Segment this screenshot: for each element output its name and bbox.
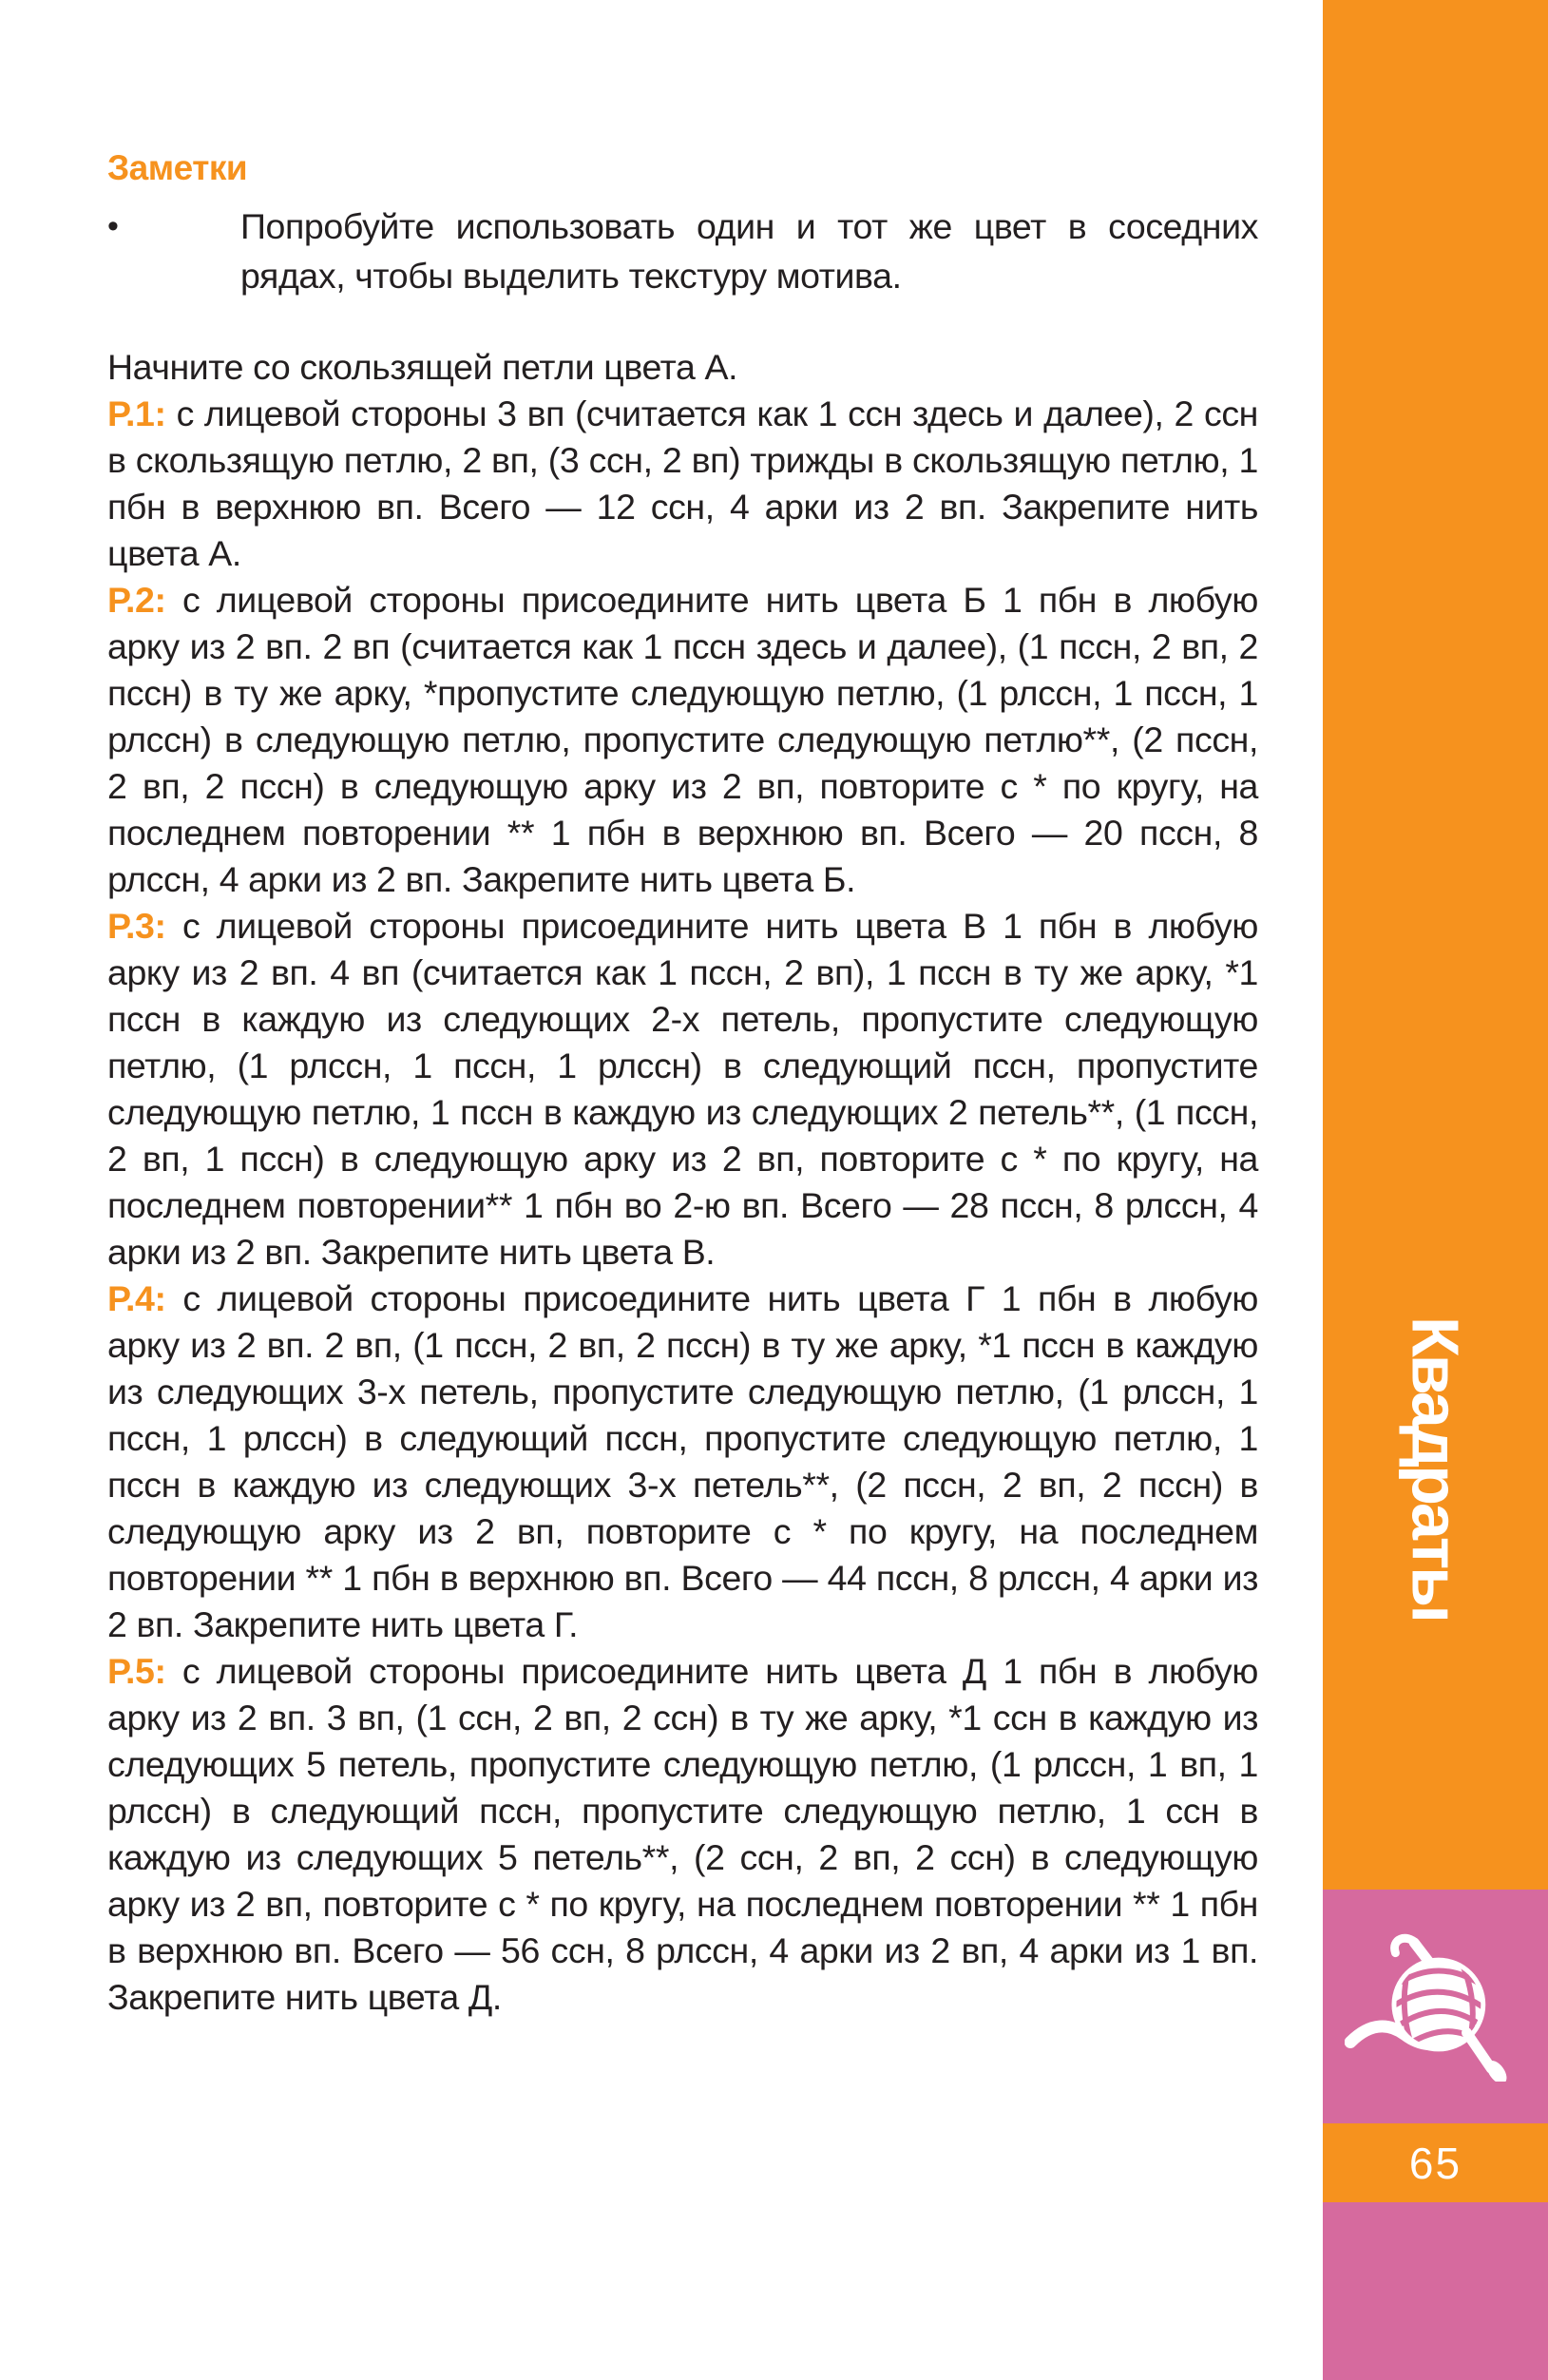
pattern-row-4 [107,1276,1258,1648]
row-text: с лицевой стороны присоедините нить цвета В 1 пбн в любую арку из 2 вп. 4 вп (считается как 1 пссн, 2 вп), 1 пссн в ту же арку, *1 пссн в каждую из следующих 2-х петель, пропустите следующую петлю, (1 рлссн, 1 пссн, 1 рлссн) в следующий пссн, пропустите следующую петлю, 1 пссн в каждую из следующих 2 петель**, (1 пссн, 2 вп, 1 пссн) в следующую арку из 2 вп, повторите с * по кругу, на последнем повторении** 1 пбн во 2-ю вп. Всего — 28 пссн, 8 рлссн, 4 арки из 2 вп. Закрепите нить цвета В. [107,906,1258,1272]
chapter-title-vertical: Квадраты [1398,1316,1473,1621]
row-text: с лицевой стороны присоедините нить цвета Б 1 пбн в любую арку из 2 вп. 2 вп (считается как 1 пссн здесь и далее), (1 пссн, 2 вп, 2 пссн) в ту же арку, *пропустите следующую петлю, (1 рлссн, 1 пссн, 1 рлссн) в следующую петлю, пропустите следующую петлю**, (2 пссн, 2 вп, 2 пссн) в следующую арку из 2 вп, повторите с * по кругу, на последнем повторении ** 1 пбн в верхнюю вп. Всего — 20 пссн, 8 рлссн, 4 арки из 2 вп. Закрепите нить цвета Б. [107,580,1258,899]
pattern-row-5 [107,1648,1258,2021]
row-text: с лицевой стороны 3 вп (считается как 1 ссн здесь и далее), 2 ссн в скользящую петлю, 2 вп, (3 ссн, 2 вп) трижды в скользящую петлю, 1 пбн в верхнюю вп. Всего — 12 ссн, 4 арки из 2 вп. Закрепите нить цвета А. [107,393,1258,573]
main-text-column [107,148,1258,2021]
sidebar-pink-bottom-band [1323,2202,1548,2380]
chapter-sidebar [1323,0,1548,2380]
pattern-row-1 [107,391,1258,577]
yarn-ball-icon [1345,1931,1514,2082]
row-text: с лицевой стороны присоедините нить цвета Д 1 пбн в любую арку из 2 вп. 3 вп, (1 ссн, 2 вп, 2 ссн) в ту же арку, *1 ссн в каждую из следующих 5 петель, пропустите следующую петлю, (1 рлссн, 1 вп, 1 рлссн) в следующий пссн, пропустите следующую петлю, 1 ссн в каждую из следующих 5 петель**, (2 ссн, 2 вп, 2 ссн) в следующую арку из 2 вп, повторите с * по кругу, на последнем повторении ** 1 пбн в верхнюю вп. Всего — 56 ссн, 8 рлссн, 4 арки из 2 вп, 4 арки из 1 вп. Закрепите нить цвета Д. [107,1651,1258,2017]
sidebar-pink-icon-block [1323,1890,1548,2123]
sidebar-page-number-block [1323,2123,1548,2202]
row-label: Р.3: [107,906,166,946]
bullet-marker: • [107,208,119,244]
pattern-instructions [107,344,1258,2021]
pattern-row-3 [107,903,1258,1276]
note-text: Попробуйте использовать один и тот же цвет в соседних рядах, чтобы выделить текстуру мотива. [240,206,1258,296]
notes-heading: Заметки [107,148,248,187]
page-number: 65 [1408,2138,1462,2188]
row-label: Р.5: [107,1651,166,1691]
row-label: Р.4: [107,1278,166,1318]
note-item [107,202,1258,300]
pattern-row-2 [107,577,1258,903]
row-label: Р.2: [107,580,166,620]
row-text: с лицевой стороны присоедините нить цвета Г 1 пбн в любую арку из 2 вп. 2 вп, (1 пссн, 2 вп, 2 пссн) в ту же арку, *1 пссн в каждую из следующих 3-х петель, пропустите следующую петлю, (1 рлссн, 1 пссн, 1 рлссн) в следующий пссн, пропустите следующую петлю, 1 пссн в каждую из следующих 3-х петель**, (2 пссн, 2 вп, 2 пссн) в следующую арку из 2 вп, повторите с * по кругу, на последнем повторении ** 1 пбн в верхнюю вп. Всего — 44 пссн, 8 рлссн, 4 арки из 2 вп. Закрепите нить цвета Г. [107,1278,1258,1644]
row-label: Р.1: [107,393,166,433]
intro-line: Начните со скользящей петли цвета А. [107,347,738,387]
